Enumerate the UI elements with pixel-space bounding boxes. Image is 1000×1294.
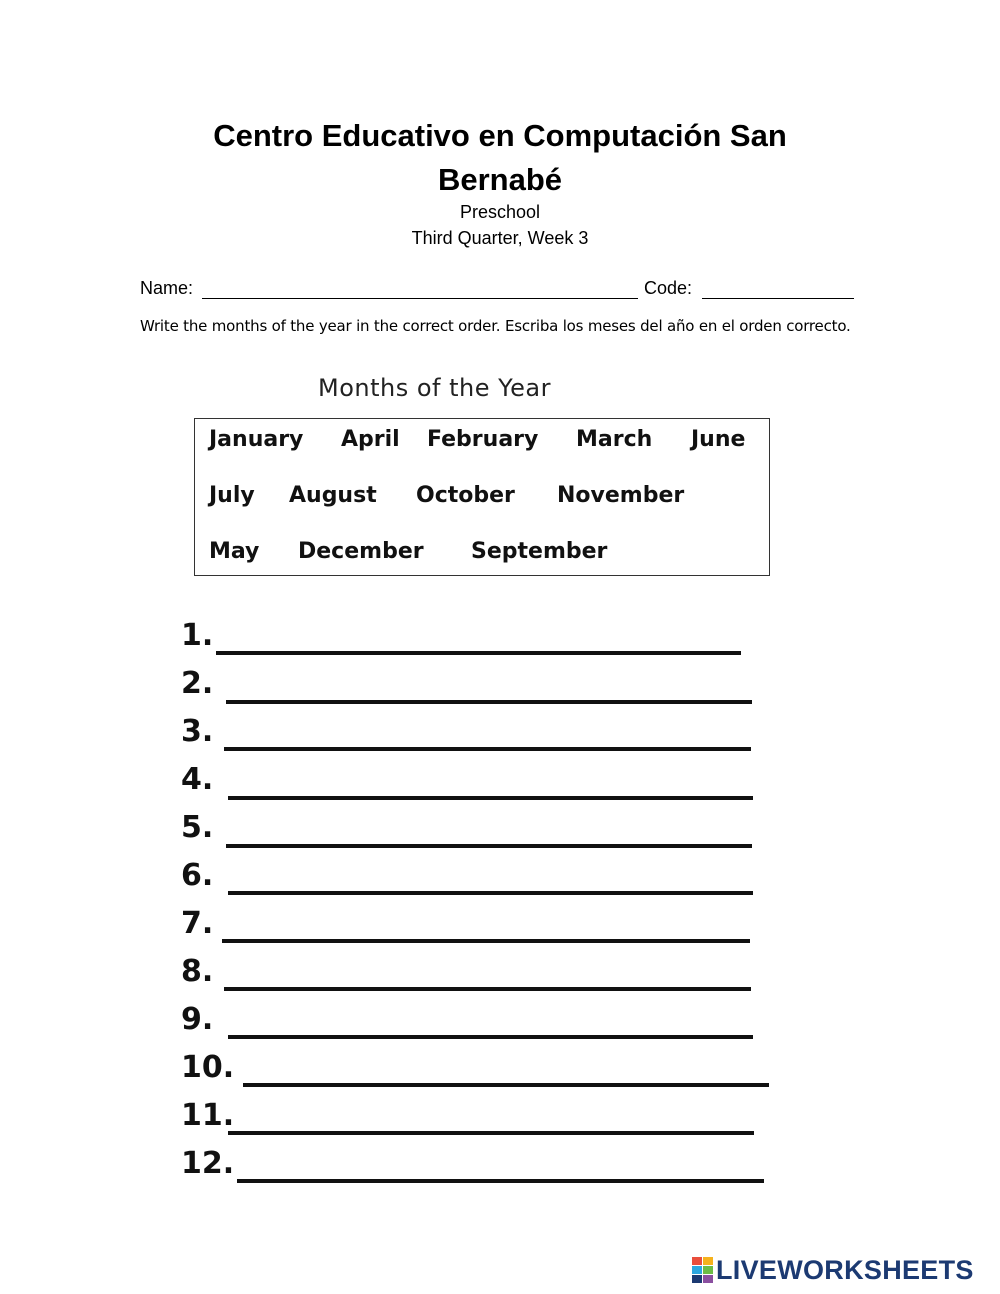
- word-bank-item: August: [289, 483, 377, 508]
- word-bank-item: April: [341, 427, 400, 452]
- word-bank-item: January: [209, 427, 304, 452]
- instructions: Write the months of the year in the correct order. Escriba los meses del año en el orden correcto.: [140, 317, 851, 335]
- code-field[interactable]: [702, 280, 854, 299]
- answer-line-7[interactable]: [222, 939, 750, 943]
- answer-line-5[interactable]: [226, 844, 752, 848]
- period-label: Third Quarter, Week 3: [411, 228, 589, 248]
- answer-line-6[interactable]: [228, 891, 753, 895]
- answer-number: 9.: [181, 1002, 214, 1037]
- answer-line-10[interactable]: [243, 1083, 769, 1087]
- name-field[interactable]: [202, 280, 638, 299]
- answer-line-4[interactable]: [228, 796, 753, 800]
- word-bank: [194, 418, 770, 576]
- answer-line-8[interactable]: [224, 987, 751, 991]
- word-bank-item: May: [209, 539, 260, 564]
- answer-number: 12.: [181, 1146, 235, 1181]
- answer-line-1[interactable]: [216, 651, 741, 655]
- word-bank-item: June: [691, 427, 746, 452]
- word-bank-item: September: [471, 539, 608, 564]
- word-bank-item: March: [576, 427, 653, 452]
- answer-line-3[interactable]: [224, 747, 751, 751]
- answer-number: 11.: [181, 1098, 235, 1133]
- answer-line-9[interactable]: [228, 1035, 753, 1039]
- answer-line-12[interactable]: [237, 1179, 764, 1183]
- level-label: Preschool: [459, 202, 541, 222]
- answer-number: 1.: [181, 618, 214, 653]
- logo-text: LIVEWORKSHEETS: [716, 1254, 974, 1285]
- logo-blocks-icon: [692, 1257, 714, 1283]
- answer-number: 5.: [181, 810, 214, 845]
- word-bank-item: July: [209, 483, 255, 508]
- answer-number: 3.: [181, 714, 214, 749]
- answer-number: 10.: [181, 1050, 235, 1085]
- answer-number: 6.: [181, 858, 214, 893]
- word-bank-item: February: [427, 427, 539, 452]
- answer-number: 2.: [181, 666, 214, 701]
- page-title: Centro Educativo en Computación San Bernabé: [213, 118, 787, 197]
- word-bank-item: October: [416, 483, 515, 508]
- answer-number: 4.: [181, 762, 214, 797]
- word-bank-title: Months of the Year: [318, 374, 551, 402]
- word-bank-item: December: [298, 539, 424, 564]
- answer-line-2[interactable]: [226, 700, 752, 704]
- liveworksheets-logo: [692, 1254, 974, 1286]
- name-label: Name:: [140, 278, 194, 298]
- code-label: Code:: [644, 278, 693, 298]
- answer-number: 8.: [181, 954, 214, 989]
- answer-number: 7.: [181, 906, 214, 941]
- answer-line-11[interactable]: [228, 1131, 754, 1135]
- word-bank-item: November: [557, 483, 685, 508]
